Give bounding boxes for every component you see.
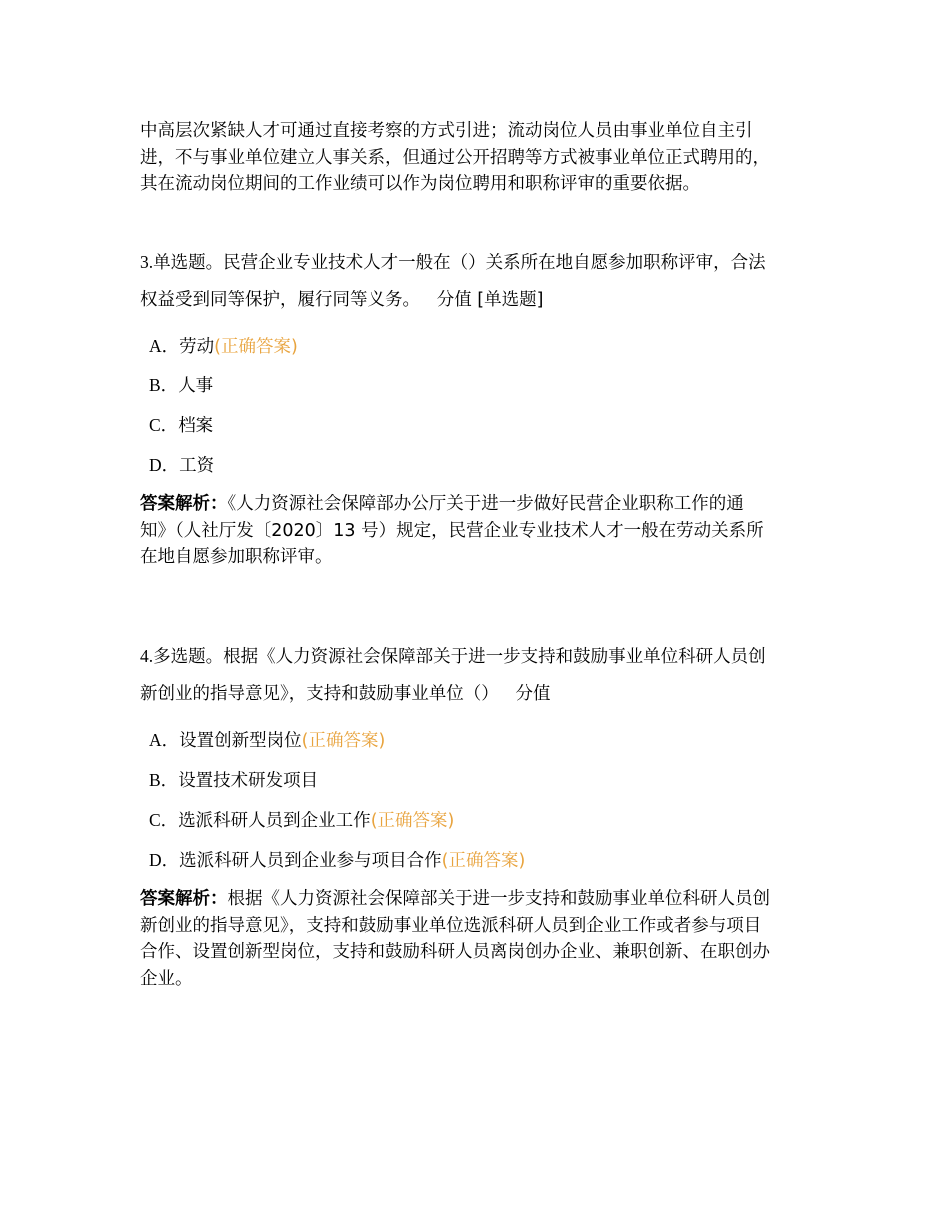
q4-score-label: 分值: [515, 684, 551, 704]
analysis-label: 答案解析：: [140, 889, 228, 909]
option-letter: C．: [149, 810, 179, 830]
q4-stem-text-1: 多选题。根据《人力资源社会保障部关于进一步支持和鼓励事业单位科研人员创: [153, 647, 766, 667]
q4-stem-line-2: [140, 675, 815, 713]
intro-paragraph: [140, 118, 815, 198]
q3-option-b: [149, 372, 213, 399]
q4-stem-line-1: [140, 637, 815, 676]
analysis-line: 在地自愿参加职称评审。: [140, 547, 333, 567]
option-letter: D．: [149, 850, 180, 870]
option-text: 劳动: [179, 337, 215, 357]
analysis-line: 企业。: [140, 968, 193, 989]
analysis-line: 根据《人力资源社会保障部关于进一步支持和鼓励事业单位科研人员创: [227, 889, 770, 909]
q3-stem-text-1: 单选题。民营企业专业技术人才一般在（）关系所在地自愿参加职称评审，合法: [153, 253, 766, 273]
q4-option-d: [149, 847, 525, 874]
option-text: 人事: [178, 376, 214, 396]
q3-analysis: [140, 491, 815, 571]
q3-stem-line-2: [140, 281, 815, 319]
correct-answer-mark: (正确答案): [441, 851, 526, 871]
q4-option-a: [149, 727, 385, 754]
option-text: 选派科研人员到企业参与项目合作: [179, 851, 442, 871]
option-letter: D．: [149, 455, 180, 475]
option-text: 档案: [178, 416, 214, 436]
option-letter: C．: [149, 415, 179, 435]
intro-line: 其在流动岗位期间的工作业绩可以作为岗位聘用和职称评审的重要依据。: [140, 174, 700, 194]
q3-option-a: [149, 333, 298, 360]
analysis-line: 合作、设置创新型岗位，支持和鼓励科研人员离岗创办企业、兼职创新、在职创办: [140, 942, 770, 962]
q4-option-c: [149, 807, 454, 834]
option-letter: B．: [149, 770, 179, 790]
option-letter: A．: [149, 730, 180, 750]
q4-option-b: [149, 767, 318, 794]
option-text: 工资: [179, 456, 215, 476]
option-text: 选派科研人员到企业工作: [178, 811, 371, 831]
q3-option-c: [149, 412, 213, 439]
q4-number: 4.: [140, 646, 154, 666]
option-text: 设置技术研发项目: [178, 771, 319, 791]
q3-number: 3.: [140, 252, 154, 272]
correct-answer-mark: (正确答案): [214, 337, 298, 357]
q4-stem-text-2: 新创业的指导意见》，支持和鼓励事业单位（）: [140, 684, 499, 704]
analysis-line: 新创业的指导意见》，支持和鼓励事业单位选派科研人员到企业工作或者参与项目: [140, 915, 762, 936]
correct-answer-mark: (正确答案): [370, 811, 455, 831]
option-letter: A．: [149, 336, 180, 356]
option-letter: B．: [149, 375, 179, 395]
q3-score-label: 分值: [436, 290, 472, 310]
intro-line: 中高层次紧缺人才可通过直接考察的方式引进；流动岗位人员由事业单位自主引: [140, 121, 753, 141]
correct-answer-mark: (正确答案): [301, 731, 386, 751]
q3-stem-line-1: [140, 243, 815, 282]
q3-stem-text-2: 权益受到同等保护，履行同等义务。: [140, 290, 420, 310]
option-text: 设置创新型岗位: [179, 731, 302, 751]
analysis-label: 答案解析：: [140, 494, 228, 514]
analysis-line: 《人力资源社会保障部办公厅关于进一步做好民营企业职称工作的通: [227, 494, 744, 514]
intro-line: 进，不与事业单位建立人事关系，但通过公开招聘等方式被事业单位正式聘用的，: [140, 147, 770, 168]
q3-option-d: [149, 452, 214, 479]
q3-type-tag: [单选题]: [477, 290, 544, 310]
q4-analysis: [140, 886, 815, 992]
analysis-line: 知》（人社厅发〔2020〕13 号）规定，民营企业专业技术人才一般在劳动关系所: [140, 520, 764, 541]
